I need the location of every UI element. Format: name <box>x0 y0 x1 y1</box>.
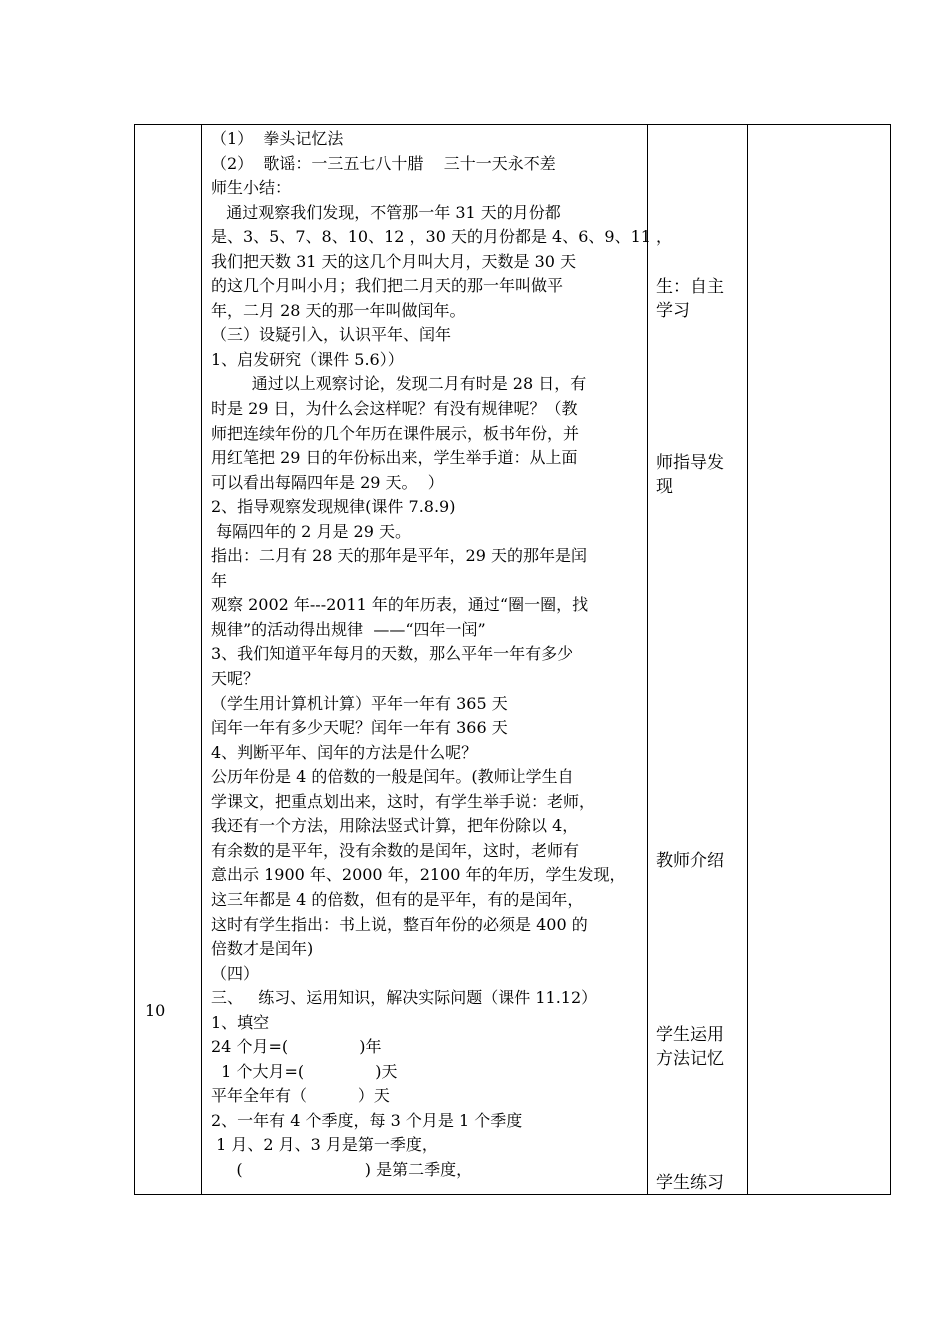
activity-note-apply-memory <box>656 1023 748 1071</box>
activity-note-guide-discovery <box>656 451 748 499</box>
content-line: 师生小结： <box>211 178 292 198</box>
content-line: 三、 练习、运用知识，解决实际问题（课件 11.12） <box>211 988 598 1008</box>
content-line: （1） 拳头记忆法 <box>211 129 344 148</box>
content-line: 每隔四年的 2 月是 29 天。 <box>211 521 411 541</box>
content-line: 闰年一年有多少天呢？闰年一年有 366 天 <box>211 718 508 738</box>
note-line: 学生练习 <box>656 1173 724 1193</box>
activity-note-teacher-intro <box>656 849 748 873</box>
content-line: 1 月、2 月、3 月是第一季度， <box>211 1135 438 1155</box>
content-line: 平年全年有（ ）天 <box>211 1086 390 1106</box>
content-line: （三）设疑引入，认识平年、闰年 <box>211 325 452 345</box>
content-line: 年，二月 28 天的那一年叫做闰年。 <box>211 300 466 320</box>
note-line: 教师介绍 <box>656 851 724 871</box>
content-line: 1、启发研究（课件 5.6）） <box>211 349 404 369</box>
row-number: 10 <box>145 1001 166 1020</box>
content-line: 学课文，把重点划出来，这时，有学生举手说：老师， <box>211 791 596 811</box>
content-line: 这时有学生指出：书上说，整百年份的必须是 400 的 <box>211 914 588 934</box>
content-line: 倍数才是闰年) <box>211 939 314 959</box>
content-line: 观察 2002 年---2011 年的年历表，通过“圈一圈，找 <box>211 595 589 615</box>
content-line: 我还有一个方法，用除法竖式计算，把年份除以 4， <box>211 816 579 836</box>
lesson-table <box>134 124 891 1195</box>
content-line: 1 个大月=( )天 <box>211 1061 398 1081</box>
content-line: 规律”的活动得出规律 ——“四年一闰” <box>211 619 486 639</box>
content-line: 年 <box>211 570 228 590</box>
content-line: 2、指导观察发现规律(课件 7.8.9) <box>211 497 456 517</box>
content-line: 1、填空 <box>211 1012 270 1032</box>
column-divider-1 <box>201 125 202 1194</box>
content-line: 这三年都是 4 的倍数，但有的是平年，有的是闰年， <box>211 889 584 909</box>
content-line: 24 个月=( )年 <box>211 1037 382 1057</box>
note-line: 方法记忆 <box>656 1049 724 1069</box>
content-line: 有余数的是平年，没有余数的是闰年，这时，老师有 <box>211 840 580 860</box>
content-line: 2、一年有 4 个季度，每 3 个月是 1 个季度 <box>211 1110 523 1130</box>
content-line: 是、3、5、7、8、10、12 ，30 天的月份都是 4、6、9、11 ， <box>211 227 673 247</box>
note-line: 现 <box>656 477 673 497</box>
activity-note-practice <box>656 1171 748 1195</box>
content-line: 意出示 1900 年、2000 年，2100 年的年历，学生发现， <box>211 865 626 885</box>
content-line: 4、判断平年、闰年的方法是什么呢？ <box>211 742 478 762</box>
content-line: 指出：二月有 28 天的那年是平年，29 天的那年是闰 <box>211 546 587 566</box>
content-line: 我们把天数 31 天的这几个月叫大月，天数是 30 天 <box>211 251 577 271</box>
note-line: 生：自主 <box>656 277 724 297</box>
content-line: ( ) 是第二季度， <box>211 1159 473 1179</box>
content-line: 时是 29 日，为什么会这样呢？有没有规律呢？（教 <box>211 399 578 419</box>
content-line: 3、我们知道平年每月的天数，那么平年一年有多少 <box>211 644 574 664</box>
column-divider-2 <box>647 125 648 1194</box>
note-line: 师指导发 <box>656 453 724 473</box>
content-line: 天呢？ <box>211 669 260 689</box>
content-line: 可以看出每隔四年是 29 天。 ） <box>211 472 444 492</box>
content-line: （2） 歌谣：一三五七八十腊 三十一天永不差 <box>211 153 556 173</box>
content-line: 通过观察我们发现，不管那一年 31 天的月份都 <box>211 202 561 222</box>
content-line: 的这几个月叫小月；我们把二月天的那一年叫做平 <box>211 276 564 296</box>
note-line: 学习 <box>656 301 690 321</box>
content-line: 公历年份是 4 的倍数的一般是闰年。(教师让学生自 <box>211 767 574 787</box>
note-line: 学生运用 <box>656 1025 724 1045</box>
content-line: （学生用计算机计算）平年一年有 365 天 <box>211 693 508 713</box>
content-line: 用红笔把 29 日的年份标出来，学生举手道：从上面 <box>211 448 578 468</box>
content-line: 师把连续年份的几个年历在课件展示，板书年份，并 <box>211 423 580 443</box>
content-line: （四） <box>211 963 260 983</box>
activity-note-self-study <box>656 275 748 323</box>
content-line: 通过以上观察讨论，发现二月有时是 28 日，有 <box>211 374 587 394</box>
